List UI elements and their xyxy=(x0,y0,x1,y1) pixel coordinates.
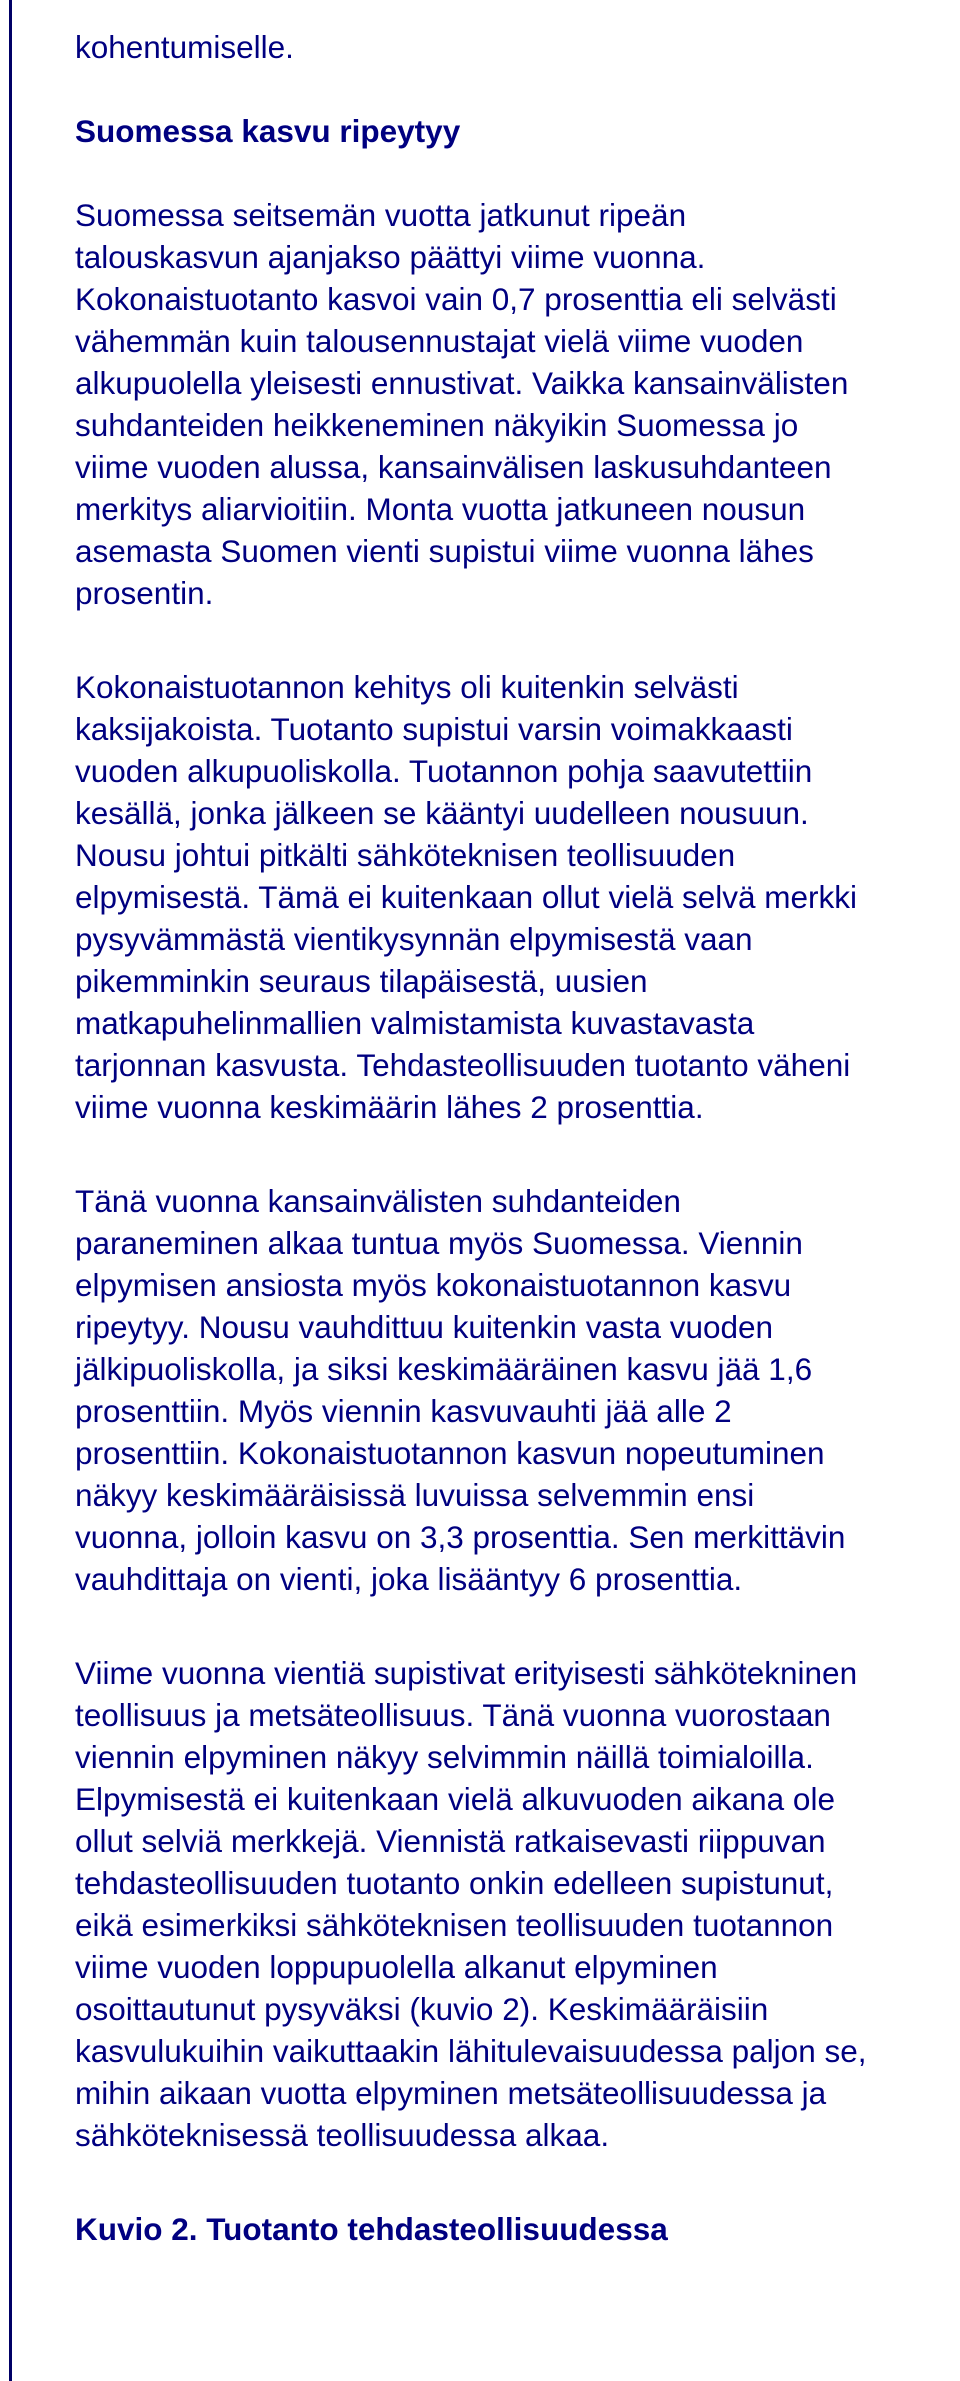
left-margin-rule xyxy=(9,0,12,2381)
document-body xyxy=(75,26,955,2250)
paragraph-4: Viime vuonna vientiä supistivat erityisesti sähkötekninen teollisuus ja metsäteollisuus. Tänä vuonna vuorostaan viennin elpyminen näkyy selvimmin näillä toimialoilla. Elpymisestä ei kuitenkaan vielä alkuvuoden aikana ole ollut selviä merkkejä. Viennistä ratkaisevasti riippuvan tehdasteollisuuden tuotanto onkin edelleen supistunut, eikä esimerkiksi sähköteknisen teollisuuden tuotannon viime vuoden loppupuolella alkanut elpyminen osoittautunut pysyväksi (kuvio 2). Keskimääräisiin kasvulukuihin vaikuttaakin lähitulevaisuudessa paljon se, mihin aikaan vuotta elpyminen metsäteollisuudessa ja sähköteknisessä teollisuudessa alkaa. xyxy=(75,1655,867,2153)
paragraph-3: Tänä vuonna kansainvälisten suhdanteiden paraneminen alkaa tuntua myös Suomessa. Viennin elpymisen ansiosta myös kokonaistuotannon kasvu ripeytyy. Nousu vauhdittuu kuitenkin vasta vuoden jälkipuoliskolla, ja siksi keskimääräinen kasvu jää 1,6 prosenttiin. Myös viennin kasvuvauhti jää alle 2 prosenttiin. Kokonaistuotannon kasvun nopeutuminen näkyy keskimääräisissä luvuissa selvemmin ensi vuonna, jolloin kasvu on 3,3 prosenttia. Sen merkittävin vauhdittaja on vienti, joka lisääntyy 6 prosenttia. xyxy=(75,1183,846,1597)
figure-caption: Kuvio 2. Tuotanto tehdasteollisuudessa xyxy=(75,2211,668,2247)
paragraph-2: Kokonaistuotannon kehitys oli kuitenkin selvästi kaksijakoista. Tuotanto supistui varsin voimakkaasti vuoden alkupuoliskolla. Tuotannon pohja saavutettiin kesällä, jonka jälkeen se kääntyi uudelleen nousuun. Nousu johtui pitkälti sähköteknisen teollisuuden elpymisestä. Tämä ei kuitenkaan ollut vielä selvä merkki pysyvämmästä vientikysynnän elpymisestä vaan pikemminkin seuraus tilapäisestä, uusien matkapuhelinmallien valmistamista kuvastavasta tarjonnan kasvusta. Tehdasteollisuuden tuotanto väheni viime vuonna keskimäärin lähes 2 prosenttia. xyxy=(75,669,858,1125)
lead-line: kohentumiselle. xyxy=(75,29,294,65)
paragraph-1: Suomessa seitsemän vuotta jatkunut ripeän talouskasvun ajanjakso päättyi viime vuonna. Kokonaistuotanto kasvoi vain 0,7 prosenttia eli selvästi vähemmän kuin talousennustajat vielä viime vuoden alkupuolella yleisesti ennustivat. Vaikka kansainvälisten suhdanteiden heikkeneminen näkyikin Suomessa jo viime vuoden alussa, kansainvälisen laskusuhdanteen merkitys aliarvioitiin. Monta vuotta jatkuneen nousun asemasta Suomen vienti supistui viime vuonna lähes prosentin. xyxy=(75,197,849,611)
section-heading: Suomessa kasvu ripeytyy xyxy=(75,113,461,149)
